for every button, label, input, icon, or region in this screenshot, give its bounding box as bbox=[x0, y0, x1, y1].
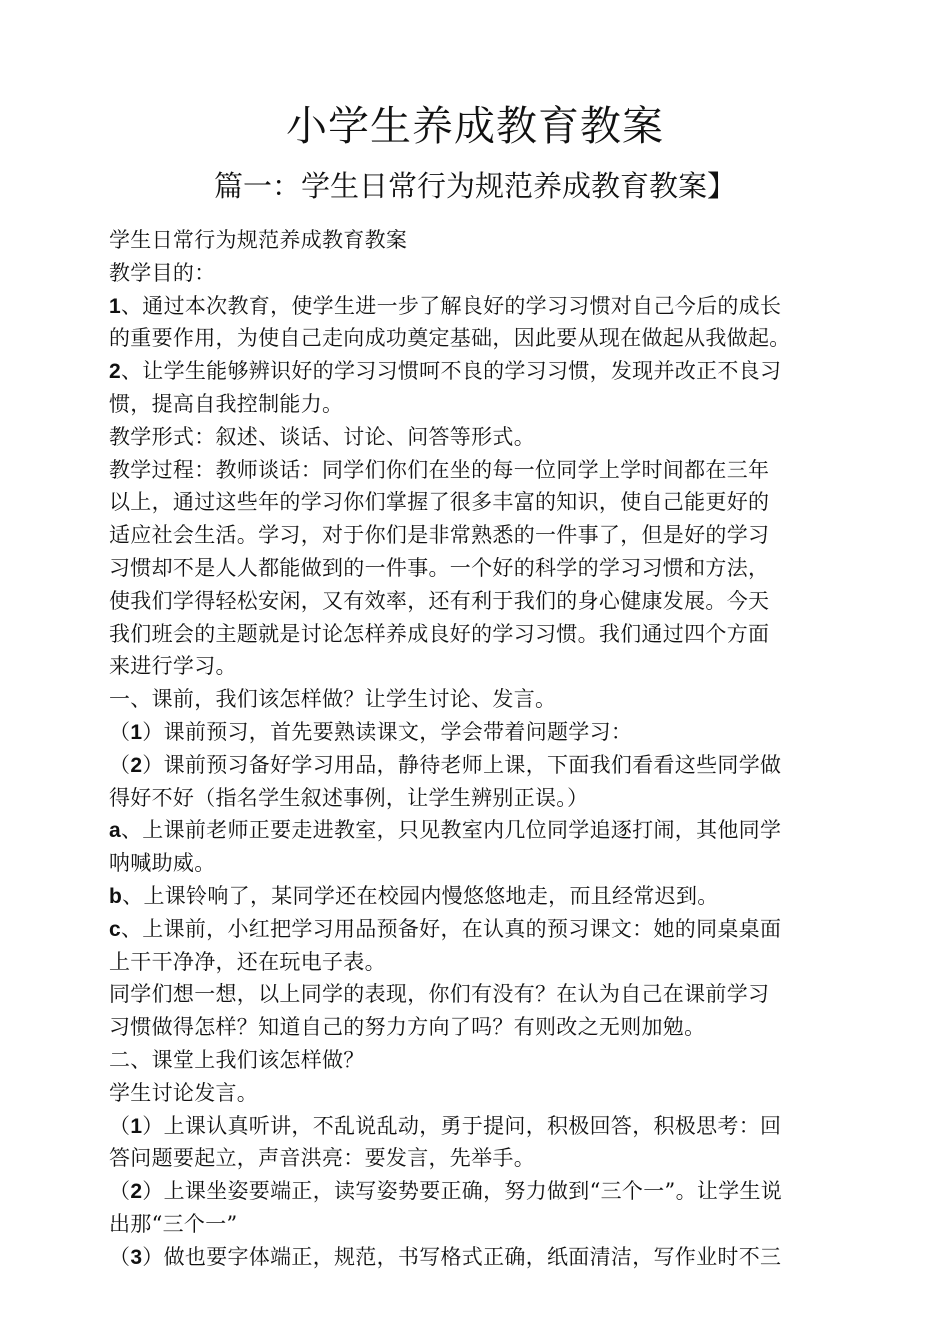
line-text: 上干干净净，还在玩电子表。 bbox=[109, 949, 386, 974]
text-line bbox=[109, 650, 851, 683]
text-line bbox=[109, 1208, 851, 1241]
text-line bbox=[109, 1142, 851, 1175]
list-paren-open: （ bbox=[109, 719, 131, 744]
line-text: 、上课铃响了，某同学还在校园内慢悠悠地走，而且经常迟到。 bbox=[122, 883, 719, 908]
line-text: 得好不好（指名学生叙述事例，让学生辨别正误。） bbox=[109, 785, 589, 810]
line-text: 教学过程：教师谈话：同学们你们在坐的每一位同学上学时间都在三年 bbox=[109, 457, 770, 482]
text-line bbox=[109, 1175, 851, 1208]
text-line bbox=[109, 913, 851, 946]
text-line bbox=[109, 716, 851, 749]
text-line bbox=[109, 1077, 851, 1110]
line-text: ）课前预习，首先要熟读课文，学会带着问题学习： bbox=[142, 719, 633, 744]
line-text: 、上课前老师正要走进教室，只见教室内几位同学追逐打闹，其他同学 bbox=[120, 818, 782, 843]
text-line bbox=[109, 322, 851, 355]
text-line bbox=[109, 421, 851, 454]
document-body bbox=[109, 224, 851, 1274]
text-line bbox=[109, 1011, 851, 1044]
text-line bbox=[109, 978, 851, 1011]
line-text: ）上课坐姿要端正，读写姿势要正确，努力做到“三个一”。让学生说 bbox=[142, 1179, 783, 1204]
text-line bbox=[109, 1110, 851, 1143]
line-text: 同学们想一想，以上同学的表现，你们有没有？在认为自己在课前学习 bbox=[109, 982, 770, 1007]
line-text: ）做也要字体端正，规范，书写格式正确，纸面清洁，写作业时不三 bbox=[142, 1244, 782, 1269]
line-text: ）上课认真听讲，不乱说乱动，勇于提问，积极回答，积极思考：回 bbox=[142, 1113, 782, 1138]
line-text: 惯，提高自我控制能力。 bbox=[109, 391, 344, 416]
text-line bbox=[109, 880, 851, 913]
line-text: 习惯做得怎样？知道自己的努力方向了吗？有则改之无则加勉。 bbox=[109, 1015, 706, 1040]
text-line bbox=[109, 814, 851, 847]
line-text: 以上，通过这些年的学习你们掌握了很多丰富的知识，使自己能更好的 bbox=[109, 490, 770, 515]
list-paren-open: （ bbox=[109, 1244, 131, 1269]
text-line bbox=[109, 552, 851, 585]
line-text: 一、课前，我们该怎样做？让学生讨论、发言。 bbox=[109, 687, 557, 712]
list-paren-open: （ bbox=[109, 1113, 131, 1138]
line-text: 、让学生能够辨识好的学习习惯呵不良的学习习惯，发现并改正不良习 bbox=[120, 359, 782, 384]
list-marker: c bbox=[109, 917, 121, 941]
line-text: 习惯却不是人人都能做到的一件事。一个好的科学的学习习惯和方法， bbox=[109, 555, 770, 580]
text-line bbox=[109, 749, 851, 782]
list-marker: 1 bbox=[109, 294, 121, 318]
line-text: 来进行学习。 bbox=[109, 654, 237, 679]
list-marker: 1 bbox=[130, 1114, 143, 1138]
text-line bbox=[109, 782, 851, 815]
line-text: 学生日常行为规范养成教育教案 bbox=[109, 228, 408, 252]
line-text: 出那“三个一” bbox=[109, 1211, 238, 1236]
text-line bbox=[109, 585, 851, 618]
document-title: 小学生养成教育教案 bbox=[286, 102, 664, 150]
document-subtitle: 篇一：学生日常行为规范养成教育教案】 bbox=[213, 169, 736, 203]
line-text: 、上课前，小红把学习用品预备好，在认真的预习课文：她的同桌桌面 bbox=[120, 916, 782, 941]
text-line bbox=[109, 847, 851, 880]
text-line bbox=[109, 290, 851, 323]
line-text: 学生讨论发言。 bbox=[109, 1080, 259, 1105]
text-line bbox=[109, 618, 851, 651]
line-text: 的重要作用，为使自己走向成功奠定基础，因此要从现在做起从我做起。 bbox=[109, 326, 791, 351]
text-line bbox=[109, 454, 851, 487]
text-line bbox=[109, 519, 851, 552]
list-marker: 1 bbox=[130, 720, 143, 744]
line-text: 、通过本次教育，使学生进一步了解良好的学习习惯对自己今后的成长 bbox=[120, 293, 782, 318]
text-line bbox=[109, 1044, 851, 1077]
text-line bbox=[109, 1241, 851, 1274]
line-text: 教学目的： bbox=[109, 260, 216, 285]
list-marker: 2 bbox=[130, 1180, 143, 1204]
text-line bbox=[109, 355, 851, 388]
list-marker: 2 bbox=[130, 753, 143, 777]
text-line bbox=[109, 257, 851, 290]
line-text: 使我们学得轻松安闲，又有效率，还有利于我们的身心健康发展。今天 bbox=[109, 588, 770, 613]
text-line bbox=[109, 683, 851, 716]
text-line bbox=[109, 486, 851, 519]
text-line bbox=[109, 224, 851, 257]
list-marker: a bbox=[109, 819, 121, 843]
line-text: 答问题要起立，声音洪亮：要发言，先举手。 bbox=[109, 1146, 535, 1171]
list-paren-open: （ bbox=[109, 752, 131, 777]
list-marker: 3 bbox=[130, 1245, 143, 1269]
list-paren-open: （ bbox=[109, 1179, 131, 1204]
text-line bbox=[109, 388, 851, 421]
list-marker: 2 bbox=[109, 360, 121, 384]
list-marker: b bbox=[109, 884, 123, 908]
line-text: 二、课堂上我们该怎样做？ bbox=[109, 1047, 365, 1072]
line-text: 呐喊助威。 bbox=[109, 851, 216, 876]
line-text: 教学形式：叙述、谈话、讨论、问答等形式。 bbox=[109, 424, 535, 449]
line-text: 适应社会生活。学习，对于你们是非常熟悉的一件事了，但是好的学习 bbox=[109, 523, 770, 548]
text-line bbox=[109, 946, 851, 979]
line-text: ）课前预习备好学习用品，静待老师上课，下面我们看看这些同学做 bbox=[142, 752, 782, 777]
line-text: 我们班会的主题就是讨论怎样养成良好的学习习惯。我们通过四个方面 bbox=[109, 621, 770, 646]
